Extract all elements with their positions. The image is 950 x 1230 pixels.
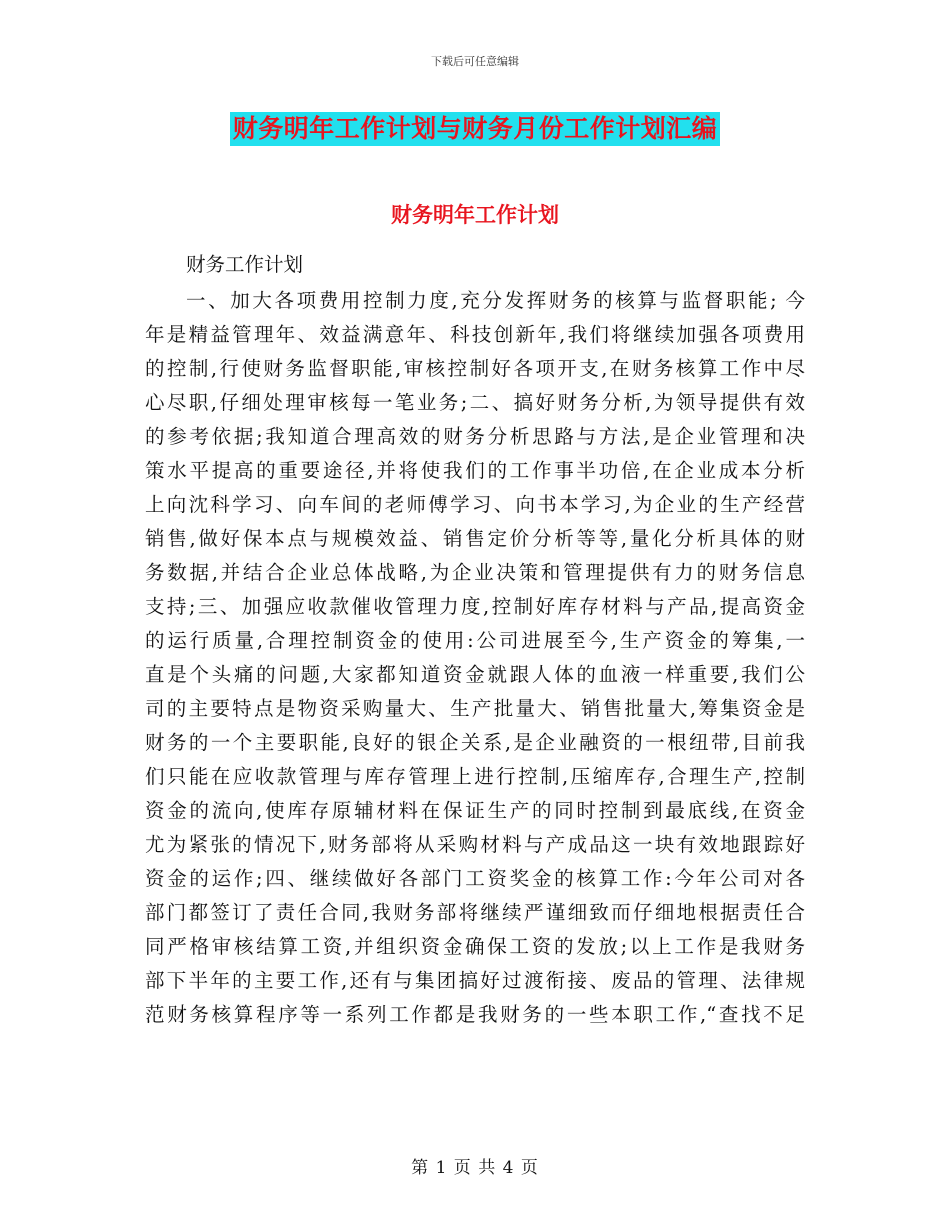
body-line: 直是个头痛的问题,大家都知道资金就跟人体的血液一样重要,我们公 [145, 663, 805, 686]
subheading: 财务工作计划 [186, 253, 304, 276]
header-note: 下载后可任意编辑 [431, 55, 519, 68]
page-footer: 第 1 页 共 4 页 [411, 1158, 539, 1178]
body-line: 财务的一个主要职能,良好的银企关系,是企业融资的一根纽带,目前我 [145, 731, 805, 754]
body-paragraph [145, 284, 805, 1032]
body-line: 策水平提高的重要途径,并将使我们的工作事半功倍,在企业成本分析 [145, 459, 805, 482]
body-line: 资金的流向,使库存原辅材料在保证生产的同时控制到最底线,在资金 [145, 799, 805, 822]
body-line: 部下半年的主要工作,还有与集团搞好过渡衔接、废品的管理、法律规 [145, 969, 805, 992]
body-line: 同严格审核结算工资,并组织资金确保工资的发放;以上工作是我财务 [145, 935, 805, 958]
section-title: 财务明年工作计划 [391, 202, 559, 227]
body-line: 范财务核算程序等一系列工作都是我财务的一些本职工作,“查找不足 [145, 1003, 805, 1026]
body-line: 资金的运作;四、继续做好各部门工资奖金的核算工作:今年公司对各 [145, 867, 805, 890]
body-line: 年是精益管理年、效益满意年、科技创新年,我们将继续加强各项费用 [145, 323, 805, 346]
body-line: 上向沈科学习、向车间的老师傅学习、向书本学习,为企业的生产经营 [145, 493, 805, 516]
body-line: 的参考依据;我知道合理高效的财务分析思路与方法,是企业管理和决 [145, 425, 805, 448]
body-line: 尤为紧张的情况下,财务部将从采购材料与产成品这一块有效地跟踪好 [145, 833, 805, 856]
body-line: 部门都签订了责任合同,我财务部将继续严谨细致而仔细地根据责任合 [145, 901, 805, 924]
body-line: 一、加大各项费用控制力度,充分发挥财务的核算与监督职能; 今 [186, 289, 805, 312]
document-title: 财务明年工作计划与财务月份工作计划汇编 [230, 112, 721, 146]
document-title-wrapper [0, 112, 950, 146]
body-line: 的运行质量,合理控制资金的使用:公司进展至今,生产资金的筹集,一 [145, 629, 805, 652]
body-line: 销售,做好保本点与规模效益、销售定价分析等等,量化分析具体的财 [145, 527, 805, 550]
body-line: 司的主要特点是物资采购量大、生产批量大、销售批量大,筹集资金是 [145, 697, 805, 720]
body-line: 们只能在应收款管理与库存管理上进行控制,压缩库存,合理生产,控制 [145, 765, 805, 788]
body-line: 心尽职,仔细处理审核每一笔业务;二、搞好财务分析,为领导提供有效 [145, 391, 805, 414]
body-line: 支持;三、加强应收款催收管理力度,控制好库存材料与产品,提高资金 [145, 595, 805, 618]
body-line: 务数据,并结合企业总体战略,为企业决策和管理提供有力的财务信息 [145, 561, 805, 584]
body-line: 的控制,行使财务监督职能,审核控制好各项开支,在财务核算工作中尽 [145, 357, 805, 380]
